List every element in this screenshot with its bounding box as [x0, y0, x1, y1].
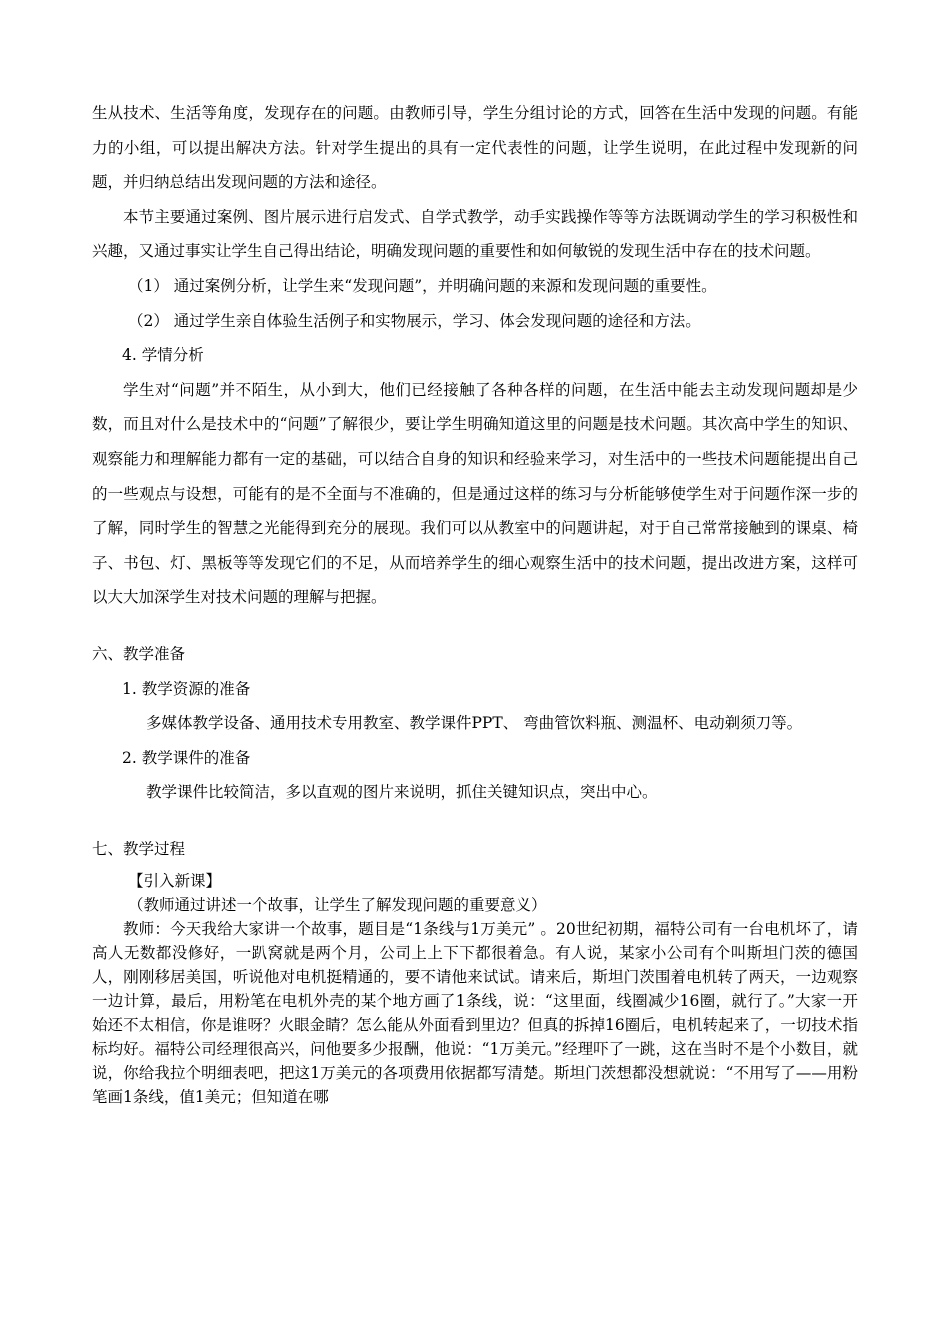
section-7-heading-block [92, 832, 858, 867]
intro-note: （教师通过讲述一个故事，让学生了解发现问题的重要意义） [128, 896, 547, 915]
section-5-tail [92, 96, 858, 615]
paragraph-teaching-method: 本节主要通过案例、图片展示进行启发式、自学式教学，动手实践操作等等方法既调动学生的学习积极性和兴趣，又通过事实让学生自己得出结论，明确发现问题的重要性和如何敏锐的发现生活中存在的技术问题。 [92, 207, 858, 261]
list-item-2: （2） 通过学生亲自体验生活例子和实物展示，学习、体会发现问题的途径和方法。 [128, 311, 701, 330]
document-page [92, 96, 858, 1110]
subheading-learning-analysis: 4. 学情分析 [122, 346, 204, 365]
section-6 [92, 637, 858, 810]
story-paragraph: 教师：今天我给大家讲一个故事，题目是“1条线与1万美元” 。20世纪初期，福特公司有一台电机坏了，请高人无数都没修好，一趴窝就是两个月，公司上上下下都很着急。有人说，某家小公司有个叫斯坦门茨的德国人，刚刚移居美国，听说他对电机挺精通的，要不请他来试试。请来后，斯坦门茨围着电机转了两天，一边观察一边计算，最后，用粉笔在电机外壳的某个地方画了1条线，说：“这里面，线圈减少16圈，就行了。”大家一开始还不太相信，你是谁呀？火眼金睛？怎么能从外面看到里边？但真的拆掉16圈后，电机转起来了，一切技术指标均好。福特公司经理很高兴，问他要多少报酬，他说：“1万美元。”经理吓了一跳，这在当时不是个小数目，就说，你给我拉个明细表吧，把这1万美元的各项费用依据都写清楚。斯坦门茨想都没想就说：“不用写了——用粉笔画1条线，值1美元；但知道在哪 [92, 920, 858, 1106]
subheading-resources: 1. 教学资源的准备 [122, 679, 251, 698]
intro-bracket-title: 【引入新课】 [128, 872, 222, 891]
section-7-heading: 七、教学过程 [92, 839, 186, 858]
courseware-text: 教学课件比较简洁，多以直观的图片来说明，抓住关键知识点，突出中心。 [146, 783, 658, 802]
paragraph-learning-analysis: 学生对“问题”并不陌生，从小到大，他们已经接触了各种各样的问题，在生活中能去主动发现问题却是少数，而且对什么是技术中的“问题”了解很少，要让学生明确知道这里的问题是技术问题。其次高中学生的知识、观察能力和理解能力都有一定的基础，可以结合自身的知识和经验来学习，对生活中的一些技术问题能提出自己的一些观点与设想，可能有的是不全面与不准确的，但是通过这样的练习与分析能够使学生对于问题作深一步的了解，同时学生的智慧之光能得到充分的展现。我们可以从教室中的问题讲起，对于自己常常接触到的课桌、椅子、书包、灯、黑板等等发现它们的不足，从而培养学生的细心观察生活中的技术问题，提出改进方案，这样可以大大加深学生对技术问题的理解与把握。 [92, 380, 858, 607]
list-item-1: （1） 通过案例分析，让学生来“发现问题”，并明确问题的来源和发现问题的重要性。 [128, 276, 717, 295]
section-7-body [92, 870, 858, 1109]
resources-text: 多媒体教学设备、通用技术专用教室、教学课件PPT、 弯曲管饮料瓶、测温杯、电动剃须刀等。 [146, 714, 803, 733]
paragraph-continuation: 生从技术、生活等角度，发现存在的问题。由教师引导，学生分组讨论的方式，回答在生活中发现的问题。有能力的小组，可以提出解决方法。针对学生提出的具有一定代表性的问题，让学生说明，在此过程中发现新的问题，并归纳总结出发现问题的方法和途径。 [92, 104, 858, 192]
subheading-courseware: 2. 教学课件的准备 [122, 748, 251, 767]
section-6-heading: 六、教学准备 [92, 644, 186, 663]
